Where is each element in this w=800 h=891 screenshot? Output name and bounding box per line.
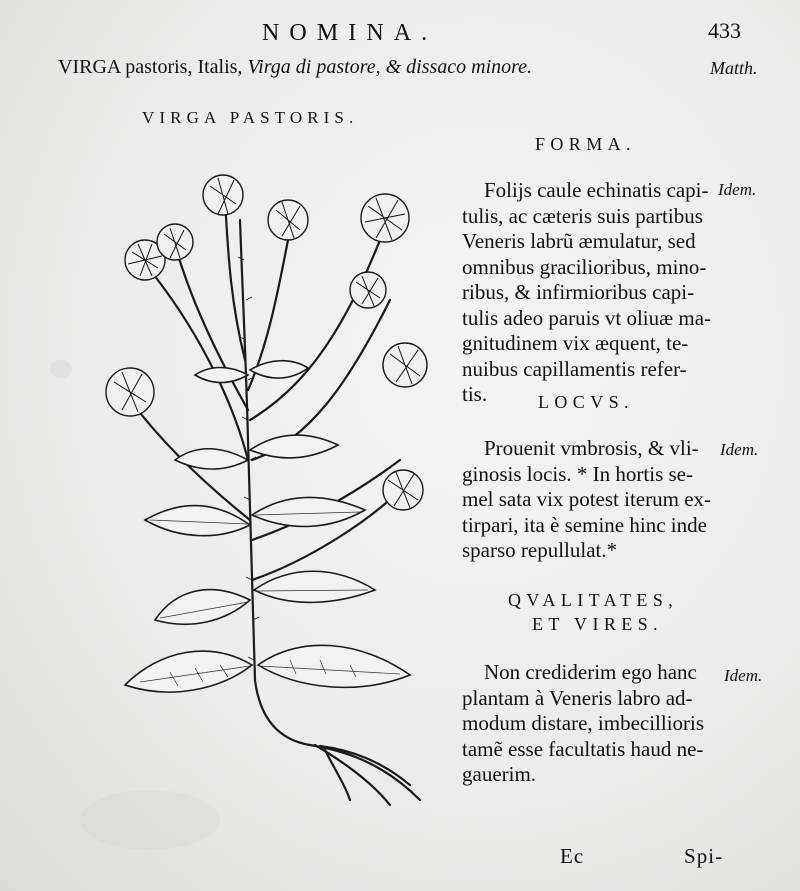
leaf [195,368,248,383]
text-line: tis. [462,382,488,406]
text-line: Prouenit vmbrosis, & vli- [484,436,699,460]
text-line: tamẽ esse facultatis haud ne- [462,736,704,761]
margin-ref-forma: Idem. [718,180,757,199]
root [255,680,420,800]
plant-woodcut-illustration [80,160,450,810]
page-stain [50,360,72,378]
heading-qualitates: QVALITATES, [508,590,679,610]
leaf [155,590,250,625]
heading-et-vires: ET VIRES. [532,614,663,634]
names-line [58,56,532,79]
heading-forma: FORMA. [535,134,636,154]
text-line: tirpari, ita è semine hinc inde [462,512,707,537]
text-line: ribus, & infirmioribus capi- [462,280,695,304]
catchword-right: Spi- [684,844,724,868]
text-line: Folijs caule echinatis capi- [484,178,709,202]
margin-ref-locus: Idem. [720,440,759,459]
leaf [258,645,410,687]
text-line: nuibus capillamentis refer- [462,356,687,381]
text-line: tulis, ac cæteris suis partibus [462,203,703,228]
leaf [254,571,375,602]
text-line: plantam à Veneris labro ad- [462,685,693,710]
leaf [125,651,252,692]
page-header-title: NOMINA. [262,20,438,46]
plant-title: VIRGA PASTORIS. [142,108,359,127]
names-italic: Virga di pastore, & dissaco minore. [247,56,533,78]
text-forma [462,178,711,408]
text-line: modum distare, imbecillioris [462,711,705,735]
text-line: tulis adeo paruis vt oliuæ ma- [462,305,712,330]
margin-ref-qualitates: Idem. [724,666,763,685]
text-line: sparso repullulat.* [462,538,618,562]
text-qualitates [462,660,704,788]
margin-ref-matth: Matth. [710,58,758,78]
leaf [250,435,338,458]
leaf [175,449,248,469]
text-line: mel sata vix potest iterum ex- [462,487,712,511]
page-number: 433 [708,18,741,43]
text-line: Veneris labrũ æmulatur, sed [462,229,696,253]
text-line: Non crediderim ego hanc [484,660,697,684]
heading-locus: LOCVS. [538,392,634,412]
catchword-left: Ec [560,844,585,868]
names-plain: VIRGA pastoris, Italis, [58,56,248,78]
text-locus [462,436,711,564]
text-line: omnibus gracilioribus, mino- [462,254,707,279]
text-line: gauerim. [462,762,537,786]
text-line: gnitudinem vix æquent, te- [462,331,689,355]
text-line: ginosis locis. * In hortis se- [462,461,693,486]
